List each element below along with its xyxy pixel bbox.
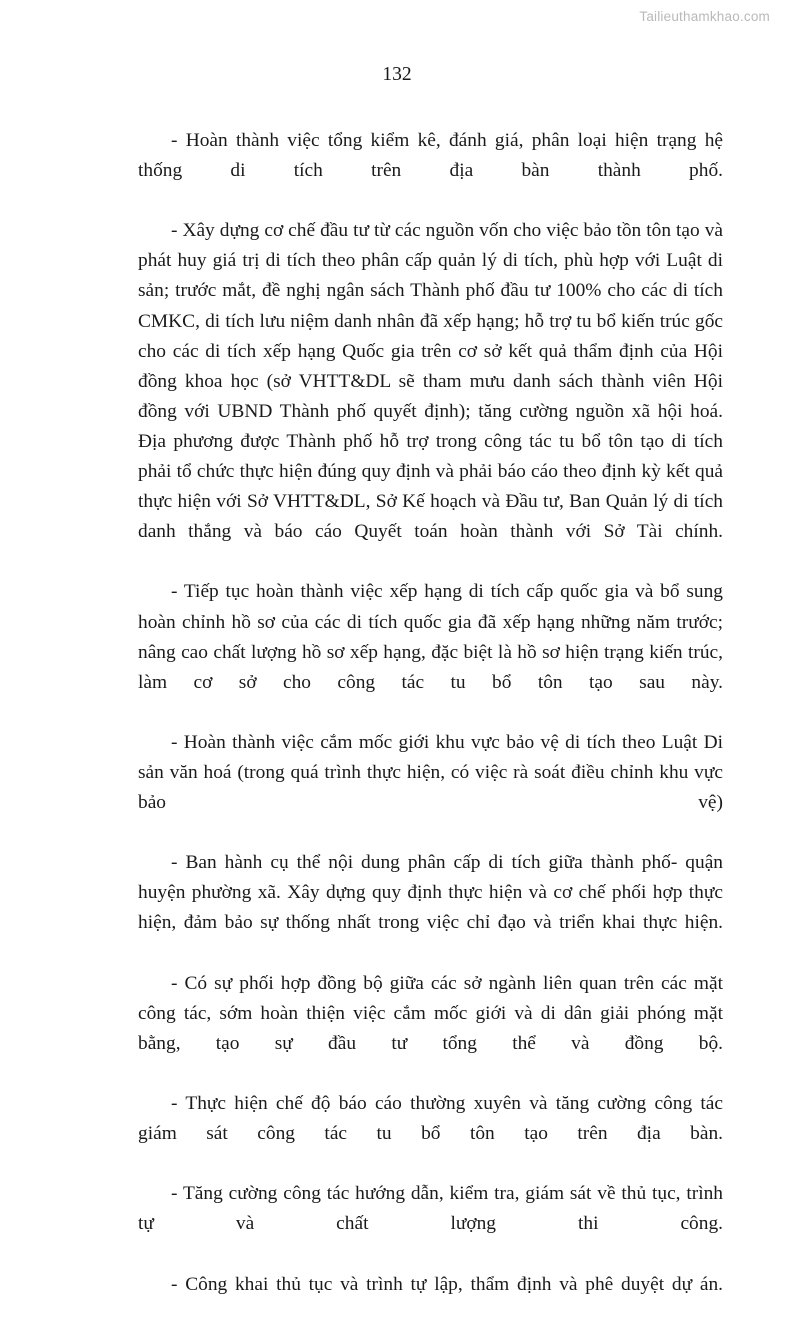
paragraph: - Tăng cường công tác hướng dẫn, kiểm tra, giám sát về thủ tục, trình tự và chất lượng thi công.	[138, 1183, 723, 1235]
document-body	[138, 126, 723, 1330]
page-number: 132	[382, 64, 412, 85]
paragraph: - Thực hiện chế độ báo cáo thường xuyên và tăng cường công tác giám sát công tác tu bổ tôn tạo trên địa bàn.	[138, 1093, 723, 1145]
paragraph: - Công khai thủ tục và trình tự lập, thẩm định và phê duyệt dự án.	[171, 1273, 723, 1295]
paragraph: - Ban hành cụ thể nội dung phân cấp di tích giữa thành phố- quận huyện phường xã. Xây dựng quy định thực hiện và cơ chế phối hợp thực hiện, đảm bảo sự thống nhất trong việc chỉ đạo và triển khai thực hiện.	[138, 852, 723, 934]
paragraph: - Tiếp tục hoàn thành việc xếp hạng di tích cấp quốc gia và bổ sung hoàn chỉnh hồ sơ của các di tích quốc gia đã xếp hạng những năm trước; nâng cao chất lượng hồ sơ xếp hạng, đặc biệt là hồ sơ hiện trạng kiến trúc, làm cơ sở cho công tác tu bổ tôn tạo sau này.	[138, 581, 723, 693]
site-watermark: Tailieuthamkhao.com	[639, 9, 770, 24]
paragraph: - Có sự phối hợp đồng bộ giữa các sở ngành liên quan trên các mặt công tác, sớm hoàn thiện việc cắm mốc giới và di dân giải phóng mặt bằng, tạo sự đầu tư tổng thể và đồng bộ.	[138, 972, 723, 1054]
paragraph: - Hoàn thành việc tổng kiểm kê, đánh giá, phân loại hiện trạng hệ thống di tích trên địa bàn thành phố.	[138, 130, 723, 182]
paragraph: - Hoàn thành việc cắm mốc giới khu vực bảo vệ di tích theo Luật Di sản văn hoá (trong quá trình thực hiện, có việc rà soát điều chỉnh khu vực bảo vệ)	[138, 731, 723, 814]
paragraph: - Xây dựng cơ chế đầu tư từ các nguồn vốn cho việc bảo tồn tôn tạo và phát huy giá trị di tích theo phân cấp quản lý di tích, phù hợp với Luật di sản; trước mắt, đề nghị ngân sách Thành phố đầu tư 100% cho các di tích CMKC, di tích lưu niệm danh nhân đã xếp hạng; hỗ trợ tu bổ kiến trúc gốc cho các di tích xếp hạng Quốc gia trên cơ sở kết quả thẩm định của Hội đồng khoa học (sở VHTT&DL sẽ tham mưu danh sách thành viên Hội đồng với UBND Thành phố quyết định); tăng cường nguồn xã hội hoá. Địa phương được Thành phố hỗ trợ trong công tác tu bổ tôn tạo di tích phải tổ chức thực hiện đúng quy định và phải báo cáo theo định kỳ kết quả thực hiện với Sở VHTT&DL, Sở Kế hoạch và Đầu tư, Ban Quản lý di tích danh thắng và báo cáo Quyết toán hoàn thành với Sở Tài chính.	[138, 220, 723, 543]
